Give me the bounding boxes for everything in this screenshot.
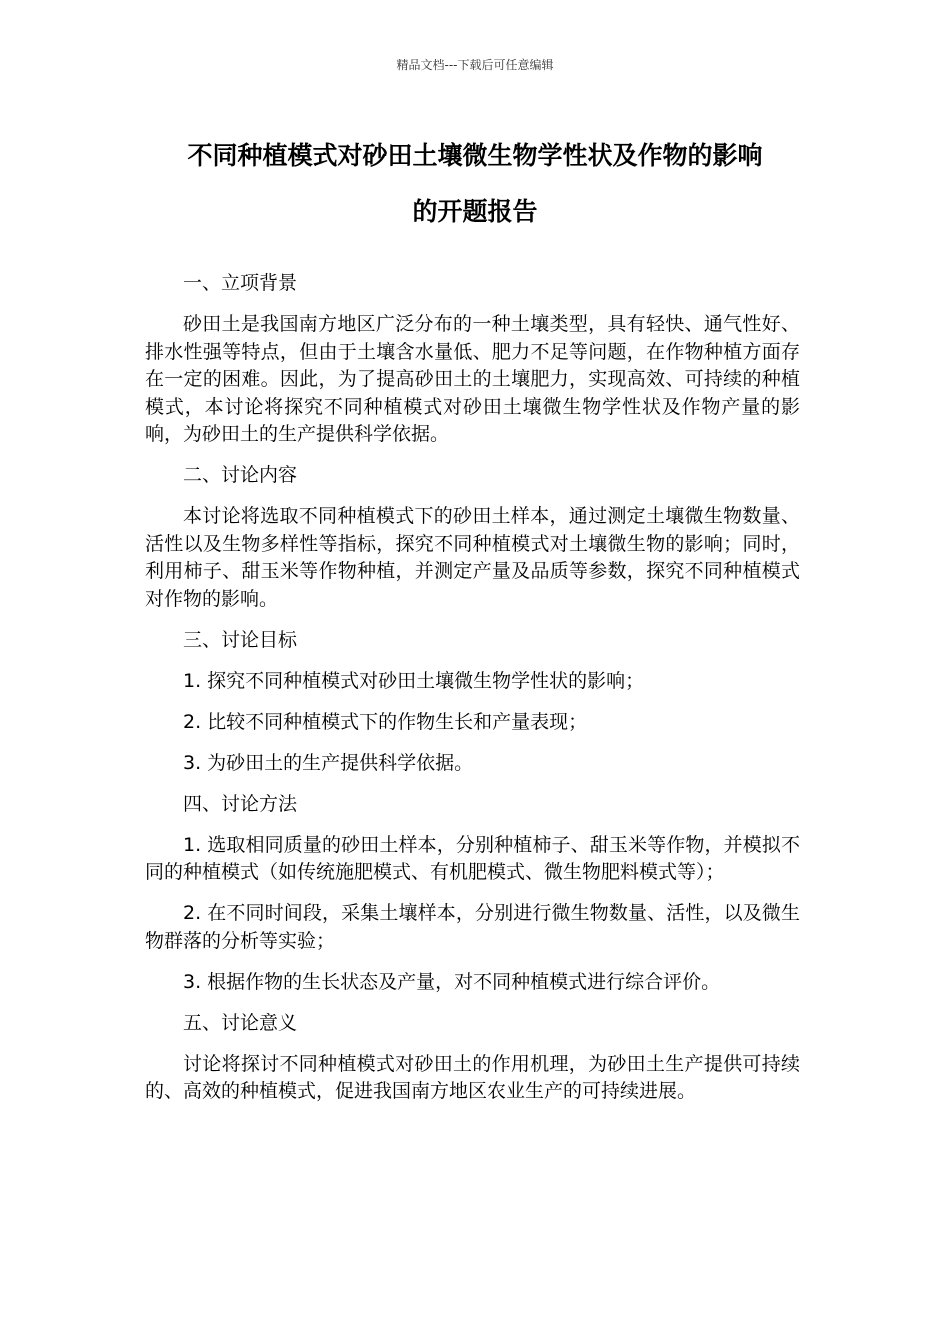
paragraph-significance: 讨论将探讨不同种植模式对砂田土的作用机理，为砂田土生产提供可持续的、高效的种植模式，促进我国南方地区农业生产的可持续进展。 bbox=[145, 1052, 800, 1102]
section-heading-methods: 四、讨论方法 bbox=[183, 792, 298, 815]
title-line-2: 的开题报告 bbox=[412, 197, 538, 226]
title-line-1: 不同种植模式对砂田土壤微生物学性状及作物的影响 bbox=[187, 141, 763, 170]
section-heading-significance: 五、讨论意义 bbox=[183, 1011, 298, 1034]
goal-item-3: 3. 为砂田土的生产提供科学依据。 bbox=[183, 751, 474, 774]
section-heading-content: 二、讨论内容 bbox=[183, 464, 298, 486]
section-heading-goals: 三、讨论目标 bbox=[183, 628, 298, 651]
goal-item-1: 1. 探究不同种植模式对砂田土壤微生物学性状的影响； bbox=[183, 669, 645, 692]
method-item-1: 1. 选取相同质量的砂田土样本，分别种植柿子、甜玉米等作物，并模拟不同的种植模式（如传统施肥模式、有机肥模式、微生物肥料模式等）； bbox=[145, 833, 800, 883]
section-heading-background: 一、立项背景 bbox=[183, 272, 298, 294]
method-item-2: 2. 在不同时间段，采集土壤样本，分别进行微生物数量、活性，以及微生物群落的分析等实验； bbox=[145, 902, 800, 952]
paragraph-background: 砂田土是我国南方地区广泛分布的一种土壤类型，具有轻快、通气性好、排水性强等特点，但由于土壤含水量低、肥力不足等问题，在作物种植方面存在一定的困难。因此，为了提高砂田土的土壤肥力，实现高效、可持续的种植模式，本讨论将探究不同种植模式对砂田土壤微生物学性状及作物产量的影响，为砂田土的生产提供科学依据。 bbox=[145, 313, 800, 445]
goal-item-2: 2. 比较不同种植模式下的作物生长和产量表现； bbox=[183, 710, 588, 733]
paragraph-content: 本讨论将选取不同种植模式下的砂田土样本，通过测定土壤微生物数量、活性以及生物多样性等指标，探究不同种植模式对土壤微生物的影响；同时，利用柿子、甜玉米等作物种植，并测定产量及品质等参数，探究不同种植模式对作物的影响。 bbox=[145, 505, 800, 610]
method-item-3: 3. 根据作物的生长状态及产量，对不同种植模式进行综合评价。 bbox=[183, 970, 721, 993]
document-title bbox=[120, 128, 830, 240]
page-header: 精品文档---下载后可任意编辑 bbox=[396, 58, 554, 72]
document-body bbox=[145, 270, 800, 1119]
